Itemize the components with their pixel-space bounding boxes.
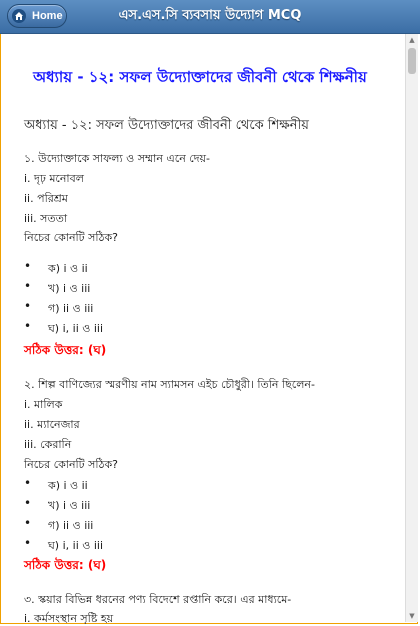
main-content: [0, 34, 400, 624]
option-label: খ) i ও iii: [48, 499, 91, 512]
section-heading: অধ্যায় - ১২: সফল উদ্যোক্তাদের জীবনী থেকে শিক্ষনীয়: [24, 118, 309, 133]
option-label: ক) i ও ii: [48, 262, 88, 275]
statement: ii. পরিশ্রম: [24, 192, 68, 205]
statement: ii. ম্যানেজার: [24, 418, 80, 431]
header-bar: [0, 0, 420, 34]
scroll-thumb[interactable]: [408, 48, 416, 74]
correct-answer: সঠিক উত্তর: (ঘ): [24, 343, 107, 357]
bullet-icon: •: [24, 516, 32, 530]
statement: iii. কেরানি: [24, 438, 72, 451]
page-title: অধ্যায় - ১২: সফল উদ্যোক্তাদের জীবনী থেকে শিক্ষনীয়: [33, 68, 367, 86]
bullet-icon: •: [24, 279, 32, 293]
question-prompt: নিচের কোনটি সঠিক?: [24, 231, 118, 244]
statement: iii. সততা: [24, 212, 68, 225]
correct-answer: সঠিক উত্তর: (ঘ): [24, 558, 107, 572]
bullet-icon: •: [24, 476, 32, 490]
option-label: ঘ) i, ii ও iii: [48, 539, 104, 552]
option-label: গ) ii ও iii: [48, 519, 94, 532]
bullet-icon: •: [24, 536, 32, 550]
statement: i. মালিক: [24, 398, 63, 411]
bullet-icon: •: [24, 496, 32, 510]
option-label: ক) i ও ii: [48, 479, 88, 492]
bullet-icon: •: [24, 299, 32, 313]
statement: i. দৃঢ় মনোবল: [24, 172, 84, 185]
bullet-icon: •: [24, 259, 32, 273]
option-label: গ) ii ও iii: [48, 302, 94, 315]
question-text: ১. উদ্যোক্তাকে সাফল্য ও সম্মান এনে দেয়-: [24, 152, 210, 165]
scroll-up-icon[interactable]: ▲: [409, 36, 415, 44]
bullet-icon: •: [24, 319, 32, 333]
home-button-label: Home: [32, 10, 63, 22]
statement: i. কর্মসংস্থান সৃষ্টি হয়: [24, 612, 114, 624]
option-label: খ) i ও iii: [48, 282, 91, 295]
vertical-scrollbar[interactable]: [405, 34, 418, 622]
scroll-down-icon[interactable]: ▼: [409, 612, 415, 620]
question-text: ২. শিল্প বাণিজ্যের স্মরণীয় নাম স্যামসন এইচ চৌধুরী। তিনি ছিলেন-: [24, 378, 315, 391]
question-prompt: নিচের কোনটি সঠিক?: [24, 458, 118, 471]
question-text: ৩. স্কয়ার বিভিন্ন ধরনের পণ্য বিদেশে রপ্তানি করে। এর মাধ্যমে-: [24, 593, 292, 606]
app-title: এস.এস.সি ব্যবসায় উদ্যোগ MCQ: [118, 8, 302, 23]
option-label: ঘ) i, ii ও iii: [48, 322, 104, 335]
